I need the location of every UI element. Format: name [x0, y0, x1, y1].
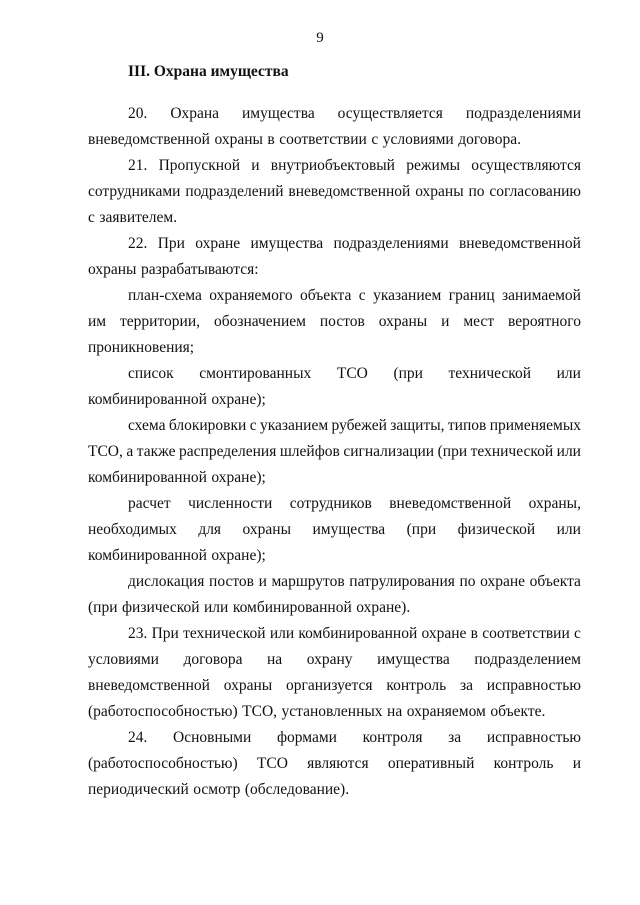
text-line: периодический осмотр (обследование).: [88, 781, 350, 798]
text-line: список смонтированных ТСО (при технической или: [128, 365, 581, 382]
text-line: комбинированной охране);: [88, 469, 266, 486]
text-line: охраны разрабатываются:: [88, 261, 259, 278]
text-line: 21. Пропускной и внутриобъектовый режимы осуществляются: [128, 157, 581, 174]
text-line: вневедомственной охраны организуется контроль за исправностью: [88, 677, 581, 694]
text-line: план-схема охраняемого объекта с указанием границ занимаемой: [128, 287, 581, 304]
text-line: схема блокировки с указанием рубежей защиты, типов применяемых: [128, 417, 581, 434]
text-line: 22. При охране имущества подразделениями вневедомственной: [128, 235, 581, 252]
text-line: ТСО, а также распределения шлейфов сигнализации (при технической или: [88, 443, 581, 460]
text-line: (при физической или комбинированной охране).: [88, 599, 411, 616]
text-line: сотрудниками подразделений вневедомственной охраны по согласованию: [88, 183, 581, 200]
text-line: расчет численности сотрудников вневедомственной охраны,: [128, 495, 581, 512]
text-line: (работоспособностью) ТСО, установленных на охраняемом объекте.: [88, 703, 546, 720]
text-line: условиями договора на охрану имущества подразделением: [88, 651, 581, 668]
text-line: 20. Охрана имущества осуществляется подразделениями: [128, 105, 581, 122]
text-line: комбинированной охране);: [88, 547, 266, 564]
text-line: вневедомственной охраны в соответствии с условиями договора.: [88, 131, 522, 148]
text-line: с заявителем.: [88, 209, 178, 226]
text-line: необходимых для охраны имущества (при физической или: [88, 521, 581, 538]
text-line: (работоспособностью) ТСО являются оперативный контроль и: [88, 755, 581, 772]
page-number: 9: [316, 30, 324, 46]
section-heading: III. Охрана имущества: [128, 63, 289, 80]
text-line: дислокация постов и маршрутов патрулирования по охране объекта: [128, 573, 581, 590]
text-line: 24. Основными формами контроля за исправностью: [128, 729, 581, 746]
text-line: проникновения;: [88, 339, 195, 356]
text-line: им территории, обозначением постов охраны и мест вероятного: [88, 313, 581, 330]
text-line: комбинированной охране);: [88, 391, 266, 408]
text-line: 23. При технической или комбинированной охране в соответствии с: [128, 625, 581, 642]
